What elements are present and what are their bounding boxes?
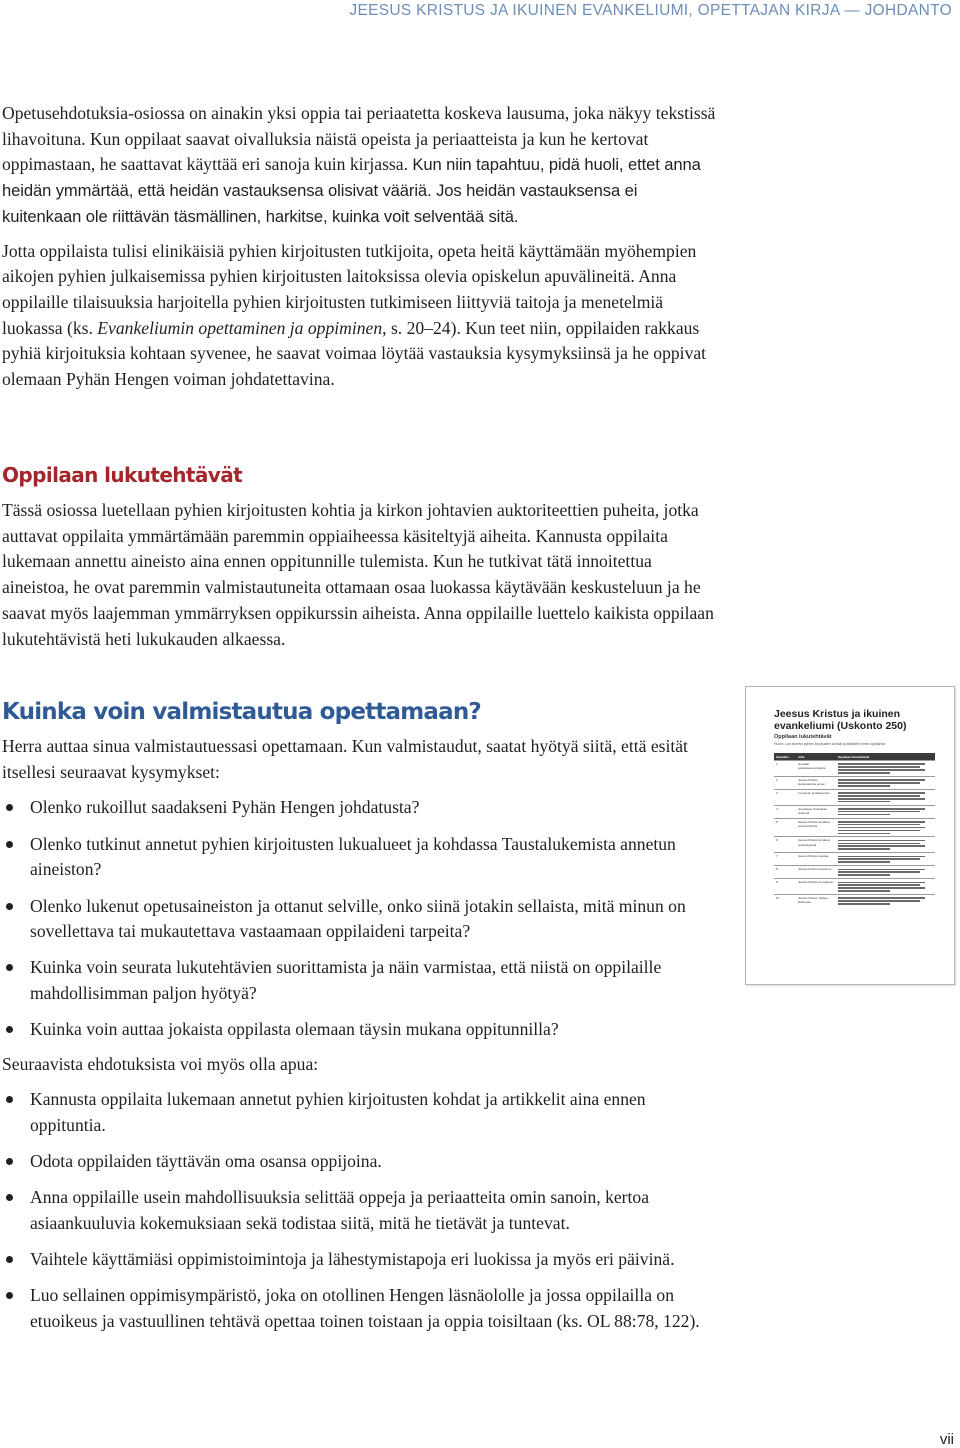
reading-assignments-heading: Oppilaan lukutehtävät [2,463,243,487]
table-row [774,895,935,907]
table-row [774,761,935,777]
thumbnail-lesson-topic: Jeesus Kristus ja Hänen sovitusuhrinsa [796,818,836,837]
table-row [774,818,935,837]
list-item [2,1087,722,1138]
suggestions-list [2,1087,722,1335]
table-row [774,853,935,866]
bullet-icon [6,1256,13,1263]
reading-assignments-section [2,498,718,652]
thumbnail-lesson-number: 3 [774,789,796,805]
list-item-text: Vaihtele käyttämiäsi oppimistoimintoja ja lähestymistapoja eri luokissa ja myös eri päivinä. [30,1249,675,1270]
thumbnail-lesson-number: 4 [774,805,796,818]
thumbnail-lesson-topic: Jeesus Kristus luopumus [796,866,836,879]
thumbnail-table [774,753,935,907]
bullet-icon [6,841,13,848]
prepare-section [2,734,722,1345]
thumbnail-reading-lines [836,789,935,805]
table-row [774,789,935,805]
thumbnail-note: Huom: Lue annetut pyhien kirjoitusten kohdat ja artikkelit ennen oppituntia. [774,742,886,746]
thumbnail-col-reading: Oppilaan lukutehtävät [836,753,935,761]
intro-paragraph-2-text-end: , s. 20–24). Kun teet niin, oppilaiden rakkaus pyhiä kirjoituksia kohtaan syvenee, he saavat voimaa löytää vastauksia kysymyksiinsä ja he oppivat olemaan Pyhän Hengen voiman johdatettavina. [2,317,707,390]
bullet-icon [6,1026,13,1033]
intro-paragraph-2-text: Jotta oppilaista tulisi elinikäisiä pyhien kirjoitusten tutkijoita, opeta heitä käyttämään myöhempien aikojen pyhien julkaisemissa pyhien kirjoitusten laitoksissa olevia opiskelun apuvälineitä. Anna oppilaille tilaisuuksia harjoitella pyhien kirjoitusten tutkimiseen liittyviä taitoja ja menetelmiä luokassa (ks. [2,240,697,338]
prepare-intro: Herra auttaa sinua valmistautuessasi opettamaan. Kun valmistaudut, saatat hyötyä siitä, että esität itsellesi seuraavat kysymykset: [2,736,688,782]
list-item [2,832,722,883]
thumbnail-reading-lines [836,776,935,789]
list-item-text: Odota oppilaiden täyttävän oma osansa oppijoina. [30,1151,382,1172]
thumbnail-lesson-number: 6 [774,837,796,853]
thumbnail-lesson-topic: Jeesus Kristus, Hänen kirkkonsa [796,895,836,907]
list-item [2,1149,722,1175]
thumbnail-col-topic: Aihe [796,753,836,761]
preparation-questions-list [2,795,722,1043]
reading-list-thumbnail [745,686,955,985]
table-row [774,866,935,879]
intro-paragraph-1-sans: Kun niin tapahtuu, pidä huoli, ettet anna heidän ymmärtää, että heidän vastauksensa olisivat vääriä. Jos heidän vastauksensa ei kuitenkaan ole riittävän täsmällinen, harkitse, kuinka voit selventää sitä. [2,155,701,226]
thumbnail-lesson-number: 8 [774,866,796,879]
thumbnail-title: Jeesus Kristus ja ikuinen evankeliumi (Uskonto 250) [774,708,907,732]
thumbnail-lesson-number: 2 [774,776,796,789]
thumbnail-reading-lines [836,805,935,818]
intro-paragraph-1-serif: Opetusehdotuksia-osiossa on ainakin yksi oppia tai periaatetta koskeva lausuma, joka näkyy tekstissä lihavoituna. Kun oppilaat saavat oivalluksia näistä opeista ja periaatteista ja kun he kertovat oppimastaan, he saattavat käyttää eri sanoja kuin kirjassa. [2,103,716,175]
bullet-icon [6,804,13,811]
list-item [2,955,722,1006]
list-item-text: Olenko tutkinut annetut pyhien kirjoitusten lukualueet ja kohdassa Taustalukemista annetun aineiston? [30,833,676,880]
thumbnail-lesson-topic: Jeesus Kristus kuolematonta ennen [796,776,836,789]
intro-paragraph-2 [2,239,718,393]
bullet-icon [6,964,13,971]
thumbnail-reading-lines [836,761,935,777]
prepare-heading: Kuinka voin valmistautua opettamaan? [2,699,481,725]
thumbnail-lesson-number: 7 [774,853,796,866]
thumbnail-lesson-topic: Jumalan pelastussuunnitelma [796,761,836,777]
page-number: vii [939,1431,954,1448]
list-item [2,1283,722,1334]
reading-assignments-text: Tässä osiossa luetellaan pyhien kirjoitusten kohtia ja kirkon johtavien auktoriteettien puheita, jotka auttavat oppilaita ymmärtämään paremmin oppiaiheessa käsiteltyjä aiheita. Kannusta oppilaita lukemaan annettu aineisto aina ennen oppitunnille tulemista. Kun he tutkivat tätä innoitettua aineistoa, he ovat paremmin valmistautuneita ottamaan osaa luokassa käytävään keskusteluun ja he saavat myös laajemman ymmärryksen oppikurssin aiheista. Anna oppilaille luettelo kaikista oppilaan lukutehtävistä heti lukukauden alkaessa. [2,500,714,649]
thumbnail-lesson-number: 9 [774,879,796,895]
manual-reference: Evankeliumin opettaminen ja oppiminen [97,317,383,338]
thumbnail-reading-lines [836,879,935,895]
thumbnail-lesson-topic: Jeesus Kristus ja pappeus [796,879,836,895]
list-item-text: Kannusta oppilaita lukemaan annetut pyhien kirjoitusten kohdat ja artikkelit aina ennen oppituntia. [30,1089,646,1135]
thumbnail-lesson-topic: Luominen ja lankeemus [796,789,836,805]
list-item-text: Kuinka voin seurata lukutehtävien suorittamista ja näin varmistaa, että niistä on oppilaille mahdollisimman paljon hyötyä? [30,957,662,1004]
thumbnail-reading-lines [836,837,935,853]
thumbnail-lesson-number: 1 [774,761,796,777]
list-item-text: Olenko rukoillut saadakseni Pyhän Hengen johdatusta? [30,797,420,818]
table-row [774,805,935,818]
thumbnail-reading-lines [836,818,935,837]
thumbnail-subtitle: Oppilaan lukutehtävät [774,734,832,740]
table-row [774,776,935,789]
list-item-text: Luo sellainen oppimisympäristö, joka on otollinen Hengen läsnäololle ja jossa oppilailla on etuoikeus ja vastuullinen tehtävä opettaa toinen toistaan ja oppia toisiltaan (ks. OL 88:78, 122). [30,1285,700,1332]
intro-paragraph-1 [2,101,718,230]
list-item-text: Kuinka voin auttaa jokaista oppilasta olemaan täysin mukana oppitunnilla? [30,1019,559,1040]
table-row [774,879,935,895]
thumbnail-lesson-number: 5 [774,818,796,837]
bullet-icon [6,1096,13,1103]
list-item [2,1247,722,1273]
list-item [2,1185,722,1236]
intro-section [2,101,718,393]
running-header: JEESUS KRISTUS JA IKUINEN EVANKELIUMI, OPETTAJAN KIRJA — JOHDANTO [349,2,952,19]
bullet-icon [6,1158,13,1165]
thumbnail-lesson-number: 10 [774,895,796,907]
list-item-text: Anna oppilaille usein mahdollisuuksia selittää oppeja ja periaatteita omin sanoin, kertoa asiaankuuluvia kokemuksiaan sekä todistaa siitä, mitä he tietävät ja tuntevat. [30,1187,650,1234]
thumbnail-col-lesson: Oppiaihe [774,753,796,761]
thumbnail-table-header [774,753,935,761]
suggestions-intro: Seuraavista ehdotuksista voi myös olla apua: [2,1053,319,1074]
thumbnail-reading-lines [836,866,935,879]
thumbnail-lesson-topic: Jeesuksen Kristuksen syntymä [796,805,836,818]
thumbnail-lesson-topic: Jeesus Kristus ja Hänen sovitustyönsä [796,837,836,853]
list-item [2,795,722,821]
table-row [774,837,935,853]
bullet-icon [6,903,13,910]
thumbnail-reading-lines [836,895,935,907]
list-item-text: Olenko lukenut opetusaineiston ja ottanut selville, onko siinä jotakin sellaista, mitä minun on sovellettava tai mukautettava vastaamaan oppilaideni tarpeita? [30,895,686,942]
list-item [2,1017,722,1043]
list-item [2,894,722,945]
thumbnail-reading-lines [836,853,935,866]
thumbnail-lesson-topic: Jeesus Kristus opettaa [796,853,836,866]
bullet-icon [6,1194,13,1201]
bullet-icon [6,1292,13,1299]
